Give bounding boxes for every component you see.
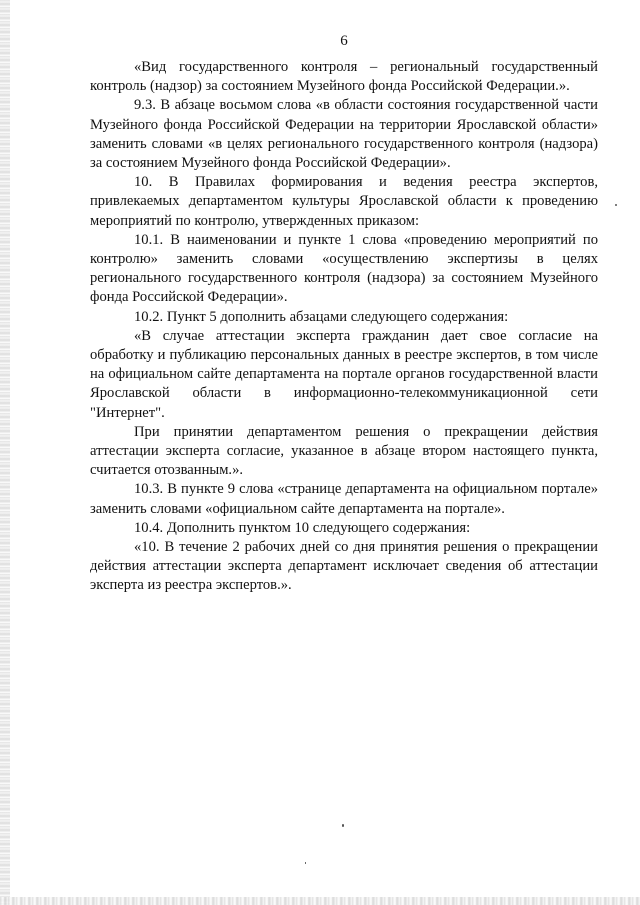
- paragraph-9-3: 9.3. В абзаце восьмом слова «в области состояния государственной части Музейного фонда Российской Федерации на территории Ярославской области» заменить словами «в целях регионального государственного контроля (надзора) за состоянием Музейного фонда Российской Федерации».: [90, 97, 598, 172]
- paragraph-museum-control-type: «Вид государственного контроля – региональный государственный контроль (надзор) за состоянием Музейного фонда Российской Федерации.».: [90, 59, 598, 95]
- scan-speck: [342, 824, 344, 827]
- paragraph-10-3: 10.3. В пункте 9 слова «странице департамента на официальном портале» заменить словами «официальном сайте департамента на портале».: [90, 481, 598, 517]
- document-page: [90, 32, 598, 596]
- paragraph-10-2: 10.2. Пункт 5 дополнить абзацами следующего содержания:: [134, 308, 509, 325]
- scan-speck: [615, 204, 617, 206]
- page-number: 6: [340, 33, 348, 49]
- paragraph-10: 10. В Правилах формирования и ведения реестра экспертов, привлекаемых департаментом культуры Ярославской области к проведению мероприятий по контролю, утвержденных приказом:: [90, 174, 598, 229]
- paragraph-10-2-revocation: При принятии департаментом решения о прекращении действия аттестации эксперта согласие, указанное в абзаце втором настоящего пункта, считается отозванным.».: [90, 423, 598, 479]
- paragraph-10-4: 10.4. Дополнить пунктом 10 следующего содержания:: [134, 519, 471, 536]
- paragraph-10-1: 10.1. В наименовании и пункте 1 слова «проведению мероприятий по контролю» заменить словами «осуществлению экспертизы в целях регионального государственного контроля (надзора) за состоянием Музейного фонда Российской Федерации».: [90, 231, 598, 306]
- scan-edge-bottom: [0, 897, 640, 905]
- scan-speck: [305, 862, 306, 864]
- paragraph-10-4-point-10: «10. В течение 2 рабочих дней со дня принятия решения о прекращении действия аттестации эксперта департамент исключает сведения об аттестации эксперта из реестра экспертов.».: [90, 539, 598, 594]
- paragraph-10-2-consent: «В случае аттестации эксперта гражданин дает свое согласие на обработку и публикацию персональных данных в реестре экспертов, в том числе на официальном сайте департамента на портале органов государственной власти Ярославской области в информационно-телекоммуникационной сети "Интернет".: [90, 327, 598, 421]
- scan-edge-left: [0, 0, 10, 905]
